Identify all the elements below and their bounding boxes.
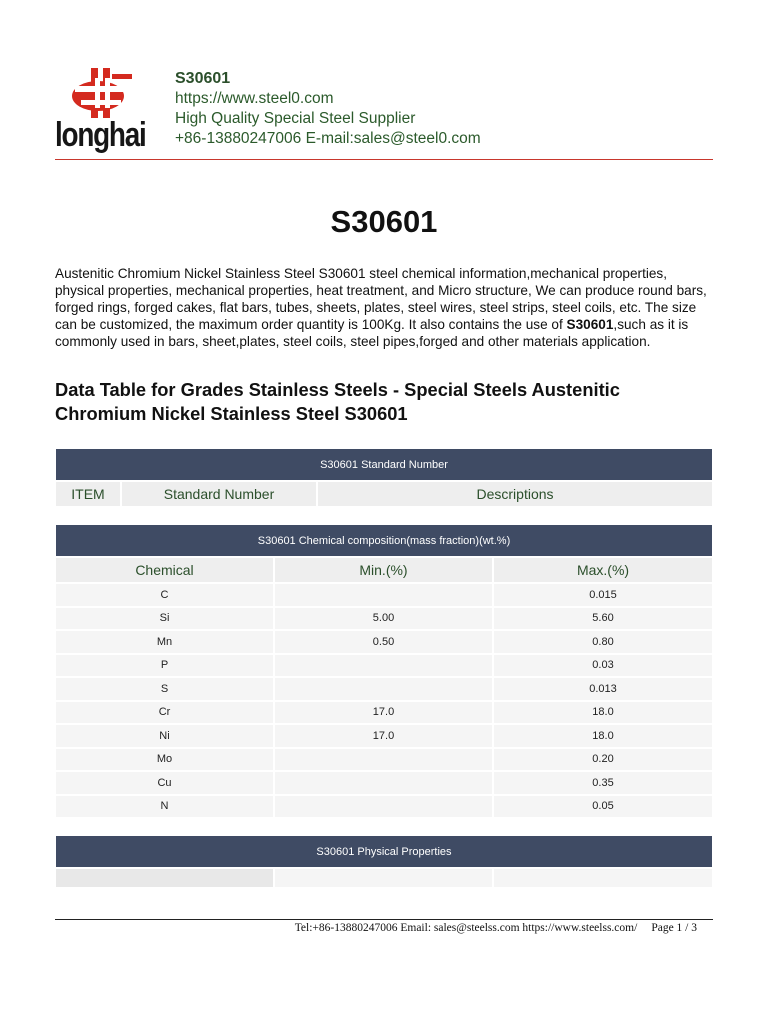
physical-properties-table xyxy=(54,834,714,889)
chem-cell-min: 0.50 xyxy=(275,631,492,653)
company-contact: +86-13880247006 E-mail:sales@steel0.com xyxy=(175,130,481,147)
chem-row xyxy=(56,655,712,677)
chem-row xyxy=(56,749,712,771)
chem-row xyxy=(56,725,712,747)
chem-row xyxy=(56,702,712,724)
chem-cell-min xyxy=(275,584,492,606)
chem-cell-min: 5.00 xyxy=(275,608,492,630)
chem-table-caption: S30601 Chemical composition(mass fraction)(wt.%) xyxy=(56,525,712,556)
chem-row xyxy=(56,796,712,818)
chem-row xyxy=(56,631,712,653)
chem-cell-element: Cr xyxy=(56,702,273,724)
chem-cell-min xyxy=(275,749,492,771)
chem-row xyxy=(56,584,712,606)
chem-cell-max: 0.80 xyxy=(494,631,712,653)
chem-cell-max: 0.03 xyxy=(494,655,712,677)
header-divider xyxy=(55,159,713,160)
standard-number-table xyxy=(54,447,714,508)
page-number: Page 1 / 3 xyxy=(651,922,697,934)
chem-cell-max: 18.0 xyxy=(494,702,712,724)
chem-cell-element: S xyxy=(56,678,273,700)
phys-cell-3 xyxy=(494,869,712,887)
chemical-composition-table xyxy=(54,523,714,819)
chem-cell-max: 0.015 xyxy=(494,584,712,606)
chem-cell-max: 0.35 xyxy=(494,772,712,794)
chem-row xyxy=(56,608,712,630)
logo-text: longhai xyxy=(55,116,146,154)
chem-cell-element: Cu xyxy=(56,772,273,794)
header-grade: S30601 xyxy=(175,70,231,87)
standard-header-number: Standard Number xyxy=(122,482,316,506)
page-header xyxy=(55,66,713,160)
page-title: S30601 xyxy=(330,204,438,239)
chem-header-max: Max.(%) xyxy=(494,558,712,582)
chem-cell-element: C xyxy=(56,584,273,606)
longhai-logo xyxy=(55,66,167,152)
footer-contact: Tel:+86-13880247006 Email: sales@steelss.com https://www.steelss.com/ xyxy=(294,922,638,934)
chem-cell-max: 0.013 xyxy=(494,678,712,700)
footer-divider xyxy=(55,919,713,920)
chem-cell-max: 0.05 xyxy=(494,796,712,818)
chem-cell-element: Mo xyxy=(56,749,273,771)
chem-cell-min: 17.0 xyxy=(275,725,492,747)
chem-row xyxy=(56,772,712,794)
chem-cell-min xyxy=(275,655,492,677)
intro-text-after: ,such as it is commonly used in bars, sheet,plates, steel coils, steel pipes,forged and other materials application. xyxy=(55,317,689,349)
chem-cell-max: 5.60 xyxy=(494,608,712,630)
chem-row xyxy=(56,678,712,700)
intro-bold-grade: S30601 xyxy=(566,317,614,332)
standard-header-descriptions: Descriptions xyxy=(318,482,712,506)
phys-table-caption: S30601 Physical Properties xyxy=(56,836,712,867)
phys-cell-2 xyxy=(275,869,492,887)
standard-header-item: ITEM xyxy=(56,482,120,506)
chem-cell-min: 17.0 xyxy=(275,702,492,724)
standard-table-caption: S30601 Standard Number xyxy=(56,449,712,480)
chem-cell-min xyxy=(275,796,492,818)
company-url[interactable]: https://www.steel0.com xyxy=(175,90,334,107)
section-heading: Data Table for Grades Stainless Steels - Special Steels Austenitic Chromium Nickel Stainless Steel S30601 xyxy=(55,379,620,424)
chem-header-min: Min.(%) xyxy=(275,558,492,582)
logo-mark-icon xyxy=(55,66,167,122)
company-tagline: High Quality Special Steel Supplier xyxy=(175,110,416,127)
chem-cell-min xyxy=(275,772,492,794)
chem-cell-max: 0.20 xyxy=(494,749,712,771)
chem-cell-element: N xyxy=(56,796,273,818)
intro-paragraph xyxy=(55,265,715,350)
page-footer xyxy=(295,922,697,934)
chem-cell-element: P xyxy=(56,655,273,677)
intro-text-before: Austenitic Chromium Nickel Stainless Steel S30601 steel chemical information,mechanical properties, physical properties, mechanical properties, heat treatment, and Micro structure, We can produce round bars, forged rings, forged cakes, flat bars, tubes, sheets, plates, steel wires, steel strips, steel coils, etc. The size can be customized, the maximum order quantity is 100Kg. It also contains the use of xyxy=(55,266,707,332)
chem-cell-element: Mn xyxy=(56,631,273,653)
chem-cell-element: Si xyxy=(56,608,273,630)
chem-cell-min xyxy=(275,678,492,700)
chem-table-body xyxy=(56,584,712,817)
chem-cell-element: Ni xyxy=(56,725,273,747)
chem-cell-max: 18.0 xyxy=(494,725,712,747)
phys-cell-1 xyxy=(56,869,273,887)
chem-header-chemical: Chemical xyxy=(56,558,273,582)
company-info xyxy=(175,69,481,149)
